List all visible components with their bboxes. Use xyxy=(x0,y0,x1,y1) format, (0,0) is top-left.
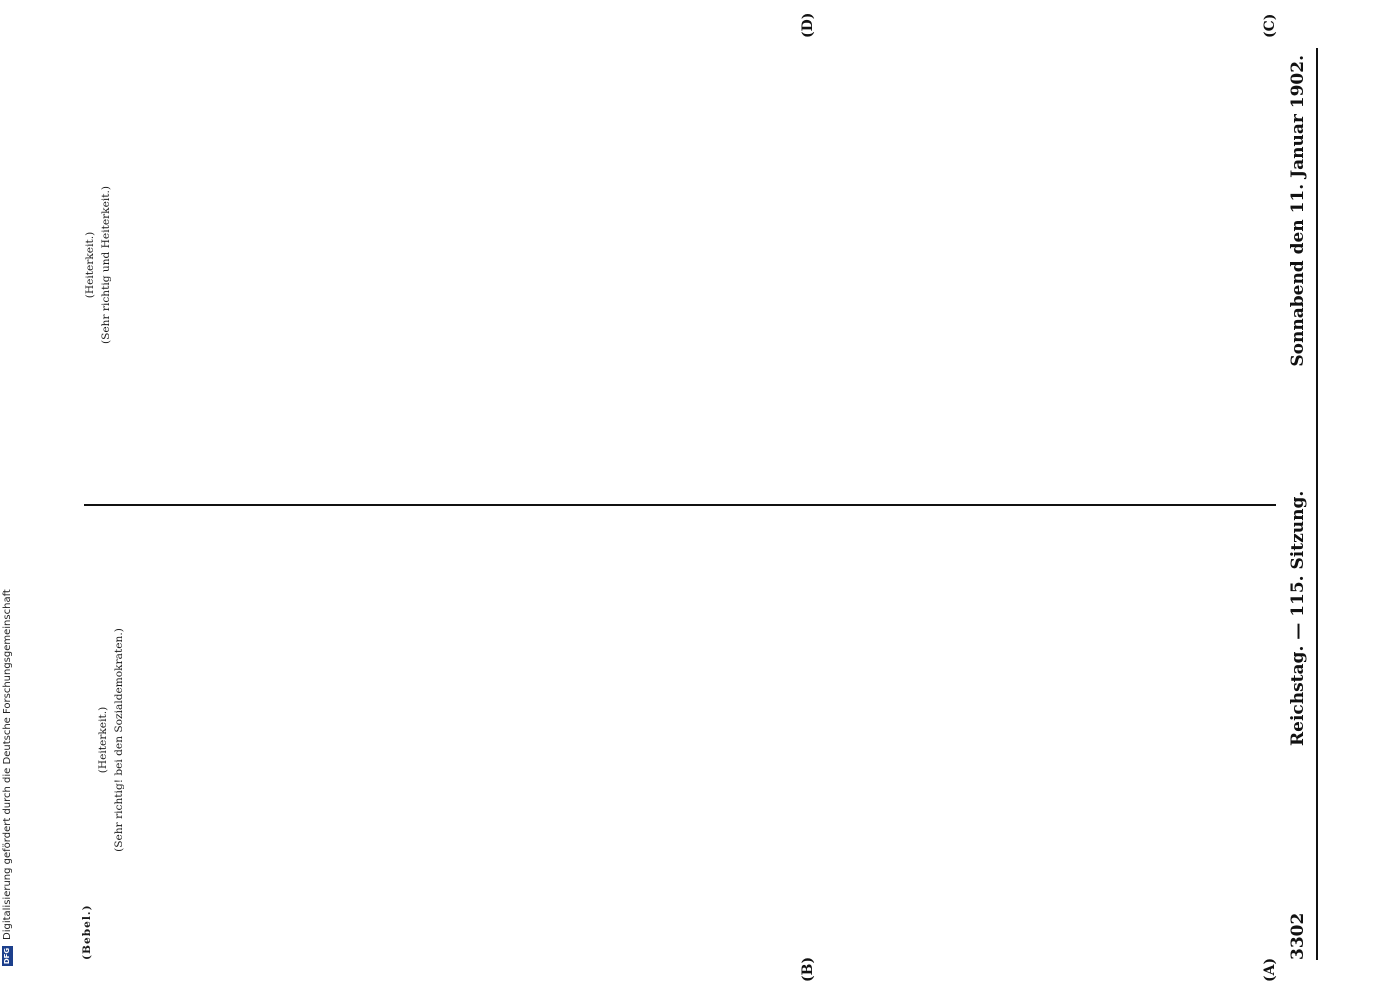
column-divider xyxy=(84,504,1276,506)
speaker-name: (Bebel.) xyxy=(81,904,93,960)
text-column-right xyxy=(81,45,1281,485)
dfg-logo: DFG xyxy=(2,947,11,965)
page-header xyxy=(1282,48,1318,960)
margin-mark-b: (B) xyxy=(800,956,816,982)
remark: (Sehr richtig und Heiterkeit.) xyxy=(99,185,112,345)
remark: (Heiterkeit.) xyxy=(84,231,96,299)
margin-mark-a: (A) xyxy=(1262,957,1278,982)
margin-mark-d: (D) xyxy=(800,12,816,38)
remark: (Sehr richtig! bei den Sozialdemokraten.) xyxy=(112,628,125,852)
session-title: Reichstag. — 115. Sitzung. xyxy=(1288,490,1308,746)
margin-mark-c: (C) xyxy=(1262,13,1278,38)
credit-text: Digitalisierung gefördert durch die Deutsche Forschungsgemeinschaft xyxy=(2,589,13,940)
remark: (Heiterkeit.) xyxy=(96,706,109,774)
digitization-credit xyxy=(0,0,16,966)
text-column-left xyxy=(81,520,1281,960)
session-date: Sonnabend den 11. Januar 1902. xyxy=(1288,55,1308,367)
page-number: 3302 xyxy=(1288,912,1308,960)
